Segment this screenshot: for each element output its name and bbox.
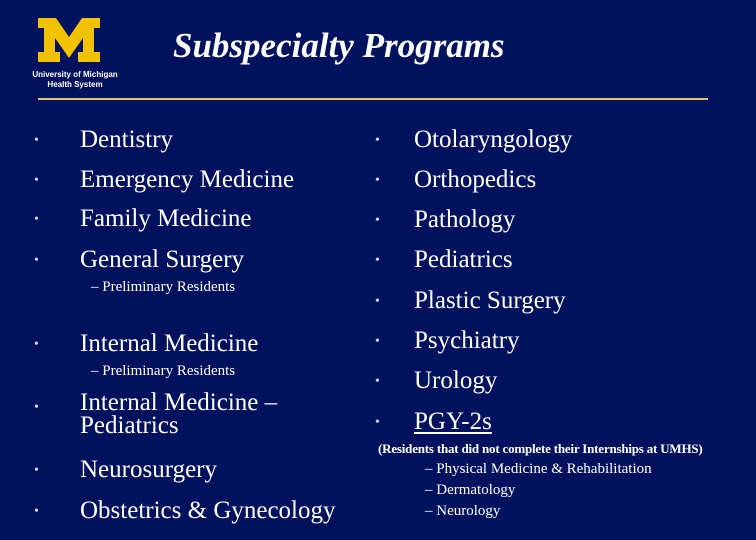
list-item-plastic-surgery: Plastic Surgery	[414, 287, 566, 314]
bullet: •	[34, 133, 39, 148]
bullet: •	[34, 337, 39, 352]
list-item-pathology: Pathology	[414, 206, 516, 233]
list-item-family-medicine: Family Medicine	[80, 205, 252, 232]
logo-wordmark	[30, 70, 120, 90]
page-title: Subspecialty Programs	[173, 26, 505, 65]
sub-item-physical-medicine-rehabilitation: – Physical Medicine & Rehabilitation	[425, 461, 652, 477]
list-item-general-surgery: General Surgery	[80, 246, 245, 273]
list-item-urology: Urology	[414, 367, 498, 394]
bullet: •	[34, 173, 39, 188]
bullet: •	[375, 334, 380, 349]
list-item-emergency-medicine: Emergency Medicine	[80, 166, 295, 193]
block-m-logo-icon	[38, 18, 100, 62]
bullet: •	[375, 253, 380, 268]
logo-wordmark-university: University of Michigan	[32, 70, 118, 79]
bullet: •	[34, 253, 39, 268]
list-item-orthopedics: Orthopedics	[414, 166, 537, 193]
bullet: •	[375, 213, 380, 228]
bullet: •	[34, 504, 39, 519]
list-item-obstetrics-gynecology: Obstetrics & Gynecology	[80, 497, 336, 524]
logo-wordmark-health-system: Health System	[47, 80, 103, 89]
bullet: •	[375, 294, 380, 309]
bullet: •	[375, 415, 380, 430]
bullet: •	[34, 463, 39, 478]
list-item-internal-medicine-pediatrics: Internal Medicine –	[80, 389, 278, 416]
umhs-logo	[30, 18, 118, 94]
bullet: •	[375, 133, 380, 148]
list-item-dentistry: Dentistry	[80, 126, 174, 153]
list-item-internal-medicine: Internal Medicine	[80, 330, 259, 357]
sub-item-preliminary-residents: – Preliminary Residents	[91, 279, 236, 295]
bullet: •	[34, 212, 39, 227]
list-item-otolaryngology: Otolaryngology	[414, 126, 573, 153]
sub-item-neurology: – Neurology	[425, 503, 501, 519]
bullet: •	[375, 374, 380, 389]
sub-item-preliminary-residents: – Preliminary Residents	[91, 363, 236, 379]
bullet: •	[375, 173, 380, 188]
list-item-pediatrics: Pediatrics	[414, 246, 513, 273]
bullet: •	[34, 400, 39, 415]
list-item-internal-medicine-pediatrics-cont: Pediatrics	[80, 412, 179, 439]
sub-item-dermatology: – Dermatology	[425, 482, 516, 498]
pgy-2s-note: (Residents that did not complete their Internships at UMHS)	[378, 441, 703, 456]
list-item-psychiatry: Psychiatry	[414, 327, 520, 354]
title-divider	[38, 98, 708, 100]
list-item-neurosurgery: Neurosurgery	[80, 456, 217, 483]
list-item-pgy-2s: PGY-2s	[414, 408, 492, 435]
